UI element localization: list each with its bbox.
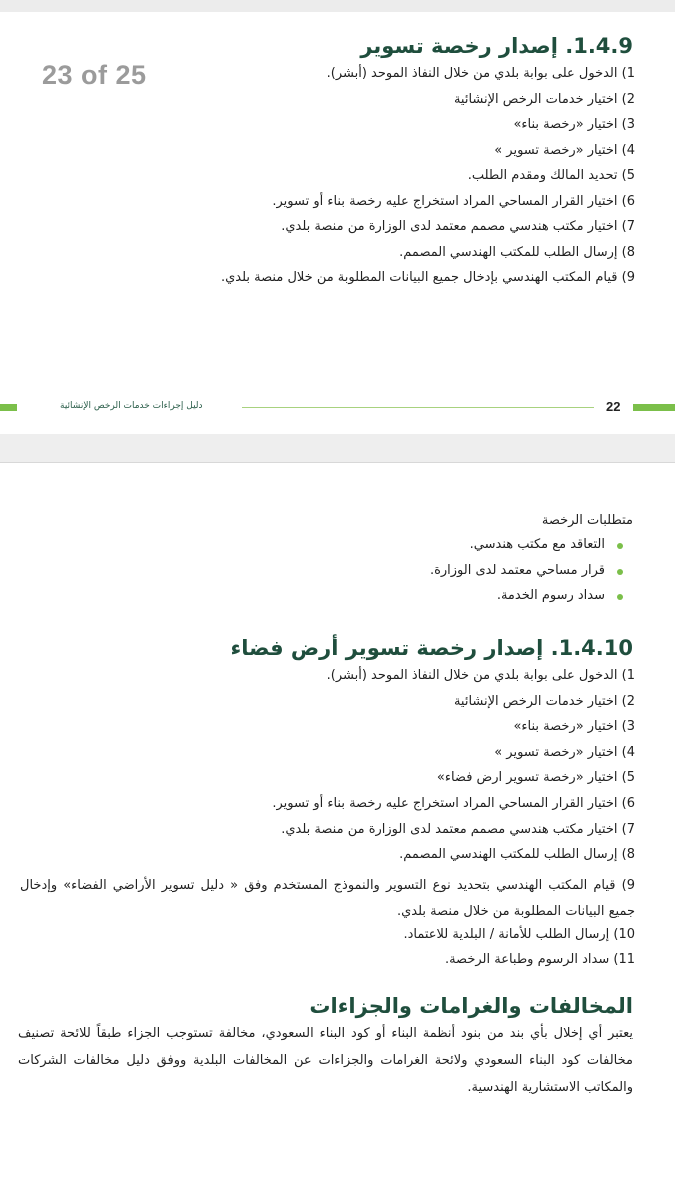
footer-accent-bar-left xyxy=(0,404,17,411)
violations-paragraph: يعتبر أي إخلال بأي بند من بنود أنظمة البناء أو كود البناء السعودي، مخالفة تستوجب الجزاء طبقاً للائحة تصنيف مخالفات كود البناء السعودي ولائحة الغرامات والجزاءات عن المخالفات البلدية ووفق دليل مخالفات الشركات والمكاتب الاستشارية الهندسية. xyxy=(18,1026,633,1095)
list-item: 1) الدخول على بوابة بلدي من خلال النفاذ الموحد (أبشر). xyxy=(326,668,635,683)
list-item: 5) اختيار «رخصة تسوير ارض فضاء» xyxy=(436,770,635,786)
page-counter: 23 of 25 xyxy=(42,60,147,90)
list-item: 8) إرسال الطلب للمكتب الهندسي المصمم. xyxy=(399,847,635,863)
page-footer xyxy=(0,400,675,418)
requirements-title: متطلبات الرخصة xyxy=(541,513,633,528)
list-item: 3) اختيار «رخصة بناء» xyxy=(513,719,635,735)
list-item: 2) اختيار خدمات الرخص الإنشائية xyxy=(453,91,635,107)
list-item: 3) اختيار «رخصة بناء» xyxy=(513,117,635,132)
footer-guide-title: دليل إجراءات خدمات الرخص الإنشائية xyxy=(60,401,203,411)
section-heading-vacant-land-fencing: 1.4.10. إصدار رخصة تسوير أرض فضاء xyxy=(230,636,633,660)
section-heading-fencing-license: 1.4.9. إصدار رخصة تسوير xyxy=(360,34,633,58)
steps-list-vacant-land xyxy=(20,668,635,978)
list-item: 6) اختيار القرار المساحي المراد استخراج عليه رخصة بناء أو تسوير. xyxy=(272,193,635,209)
bullet-dot-icon xyxy=(617,594,623,600)
list-item xyxy=(430,563,623,589)
list-item: 7) اختيار مكتب هندسي مصمم معتمد لدى الوزارة من منصة بلدي. xyxy=(281,219,635,234)
bullet-dot-icon xyxy=(617,543,623,549)
requirement-text: التعاقد مع مكتب هندسي. xyxy=(469,537,605,552)
list-item: 11) سداد الرسوم وطباعة الرخصة. xyxy=(444,952,635,968)
list-item: 4) اختيار «رخصة تسوير » xyxy=(494,744,635,760)
page-top-divider xyxy=(0,0,675,12)
list-item: 8) إرسال الطلب للمكتب الهندسي المصمم. xyxy=(399,244,635,260)
steps-list-fencing xyxy=(221,66,635,296)
list-item: 6) اختيار القرار المساحي المراد استخراج عليه رخصة بناء أو تسوير. xyxy=(272,795,635,811)
list-item: 5) تحديد المالك ومقدم الطلب. xyxy=(467,168,635,183)
list-item: 10) إرسال الطلب للأمانة / البلدية للاعتماد. xyxy=(403,926,635,942)
footer-divider-line xyxy=(242,407,594,408)
bullet-dot-icon xyxy=(617,569,623,575)
requirement-text: قرار مساحي معتمد لدى الوزارة. xyxy=(429,562,605,578)
footer-page-number: 22 xyxy=(606,399,621,414)
list-item: 9) قيام المكتب الهندسي بإدخال جميع البيانات المطلوبة من خلال منصة بلدي. xyxy=(221,270,635,285)
list-item: 9) قيام المكتب الهندسي بتحديد نوع التسوير والنموذج المستخدم وفق « دليل تسوير الأراضي الفضاء» وإدخال جميع البيانات المطلوبة من خلال منصة بلدي. xyxy=(20,877,635,919)
list-item: 7) اختيار مكتب هندسي مصمم معتمد لدى الوزارة من منصة بلدي. xyxy=(281,821,635,837)
list-item: 1) الدخول على بوابة بلدي من خلال النفاذ الموحد (أبشر). xyxy=(326,66,635,81)
list-item xyxy=(430,588,623,614)
list-item: 2) اختيار خدمات الرخص الإنشائية xyxy=(453,693,635,709)
requirements-list xyxy=(430,537,623,614)
requirement-text: سداد رسوم الخدمة. xyxy=(496,588,605,603)
list-item: 4) اختيار «رخصة تسوير » xyxy=(494,142,635,158)
list-item xyxy=(430,537,623,563)
footer-accent-bar-right xyxy=(633,404,675,411)
section-heading-violations: المخالفات والغرامات والجزاءات xyxy=(309,994,633,1018)
page-gap xyxy=(0,434,675,463)
